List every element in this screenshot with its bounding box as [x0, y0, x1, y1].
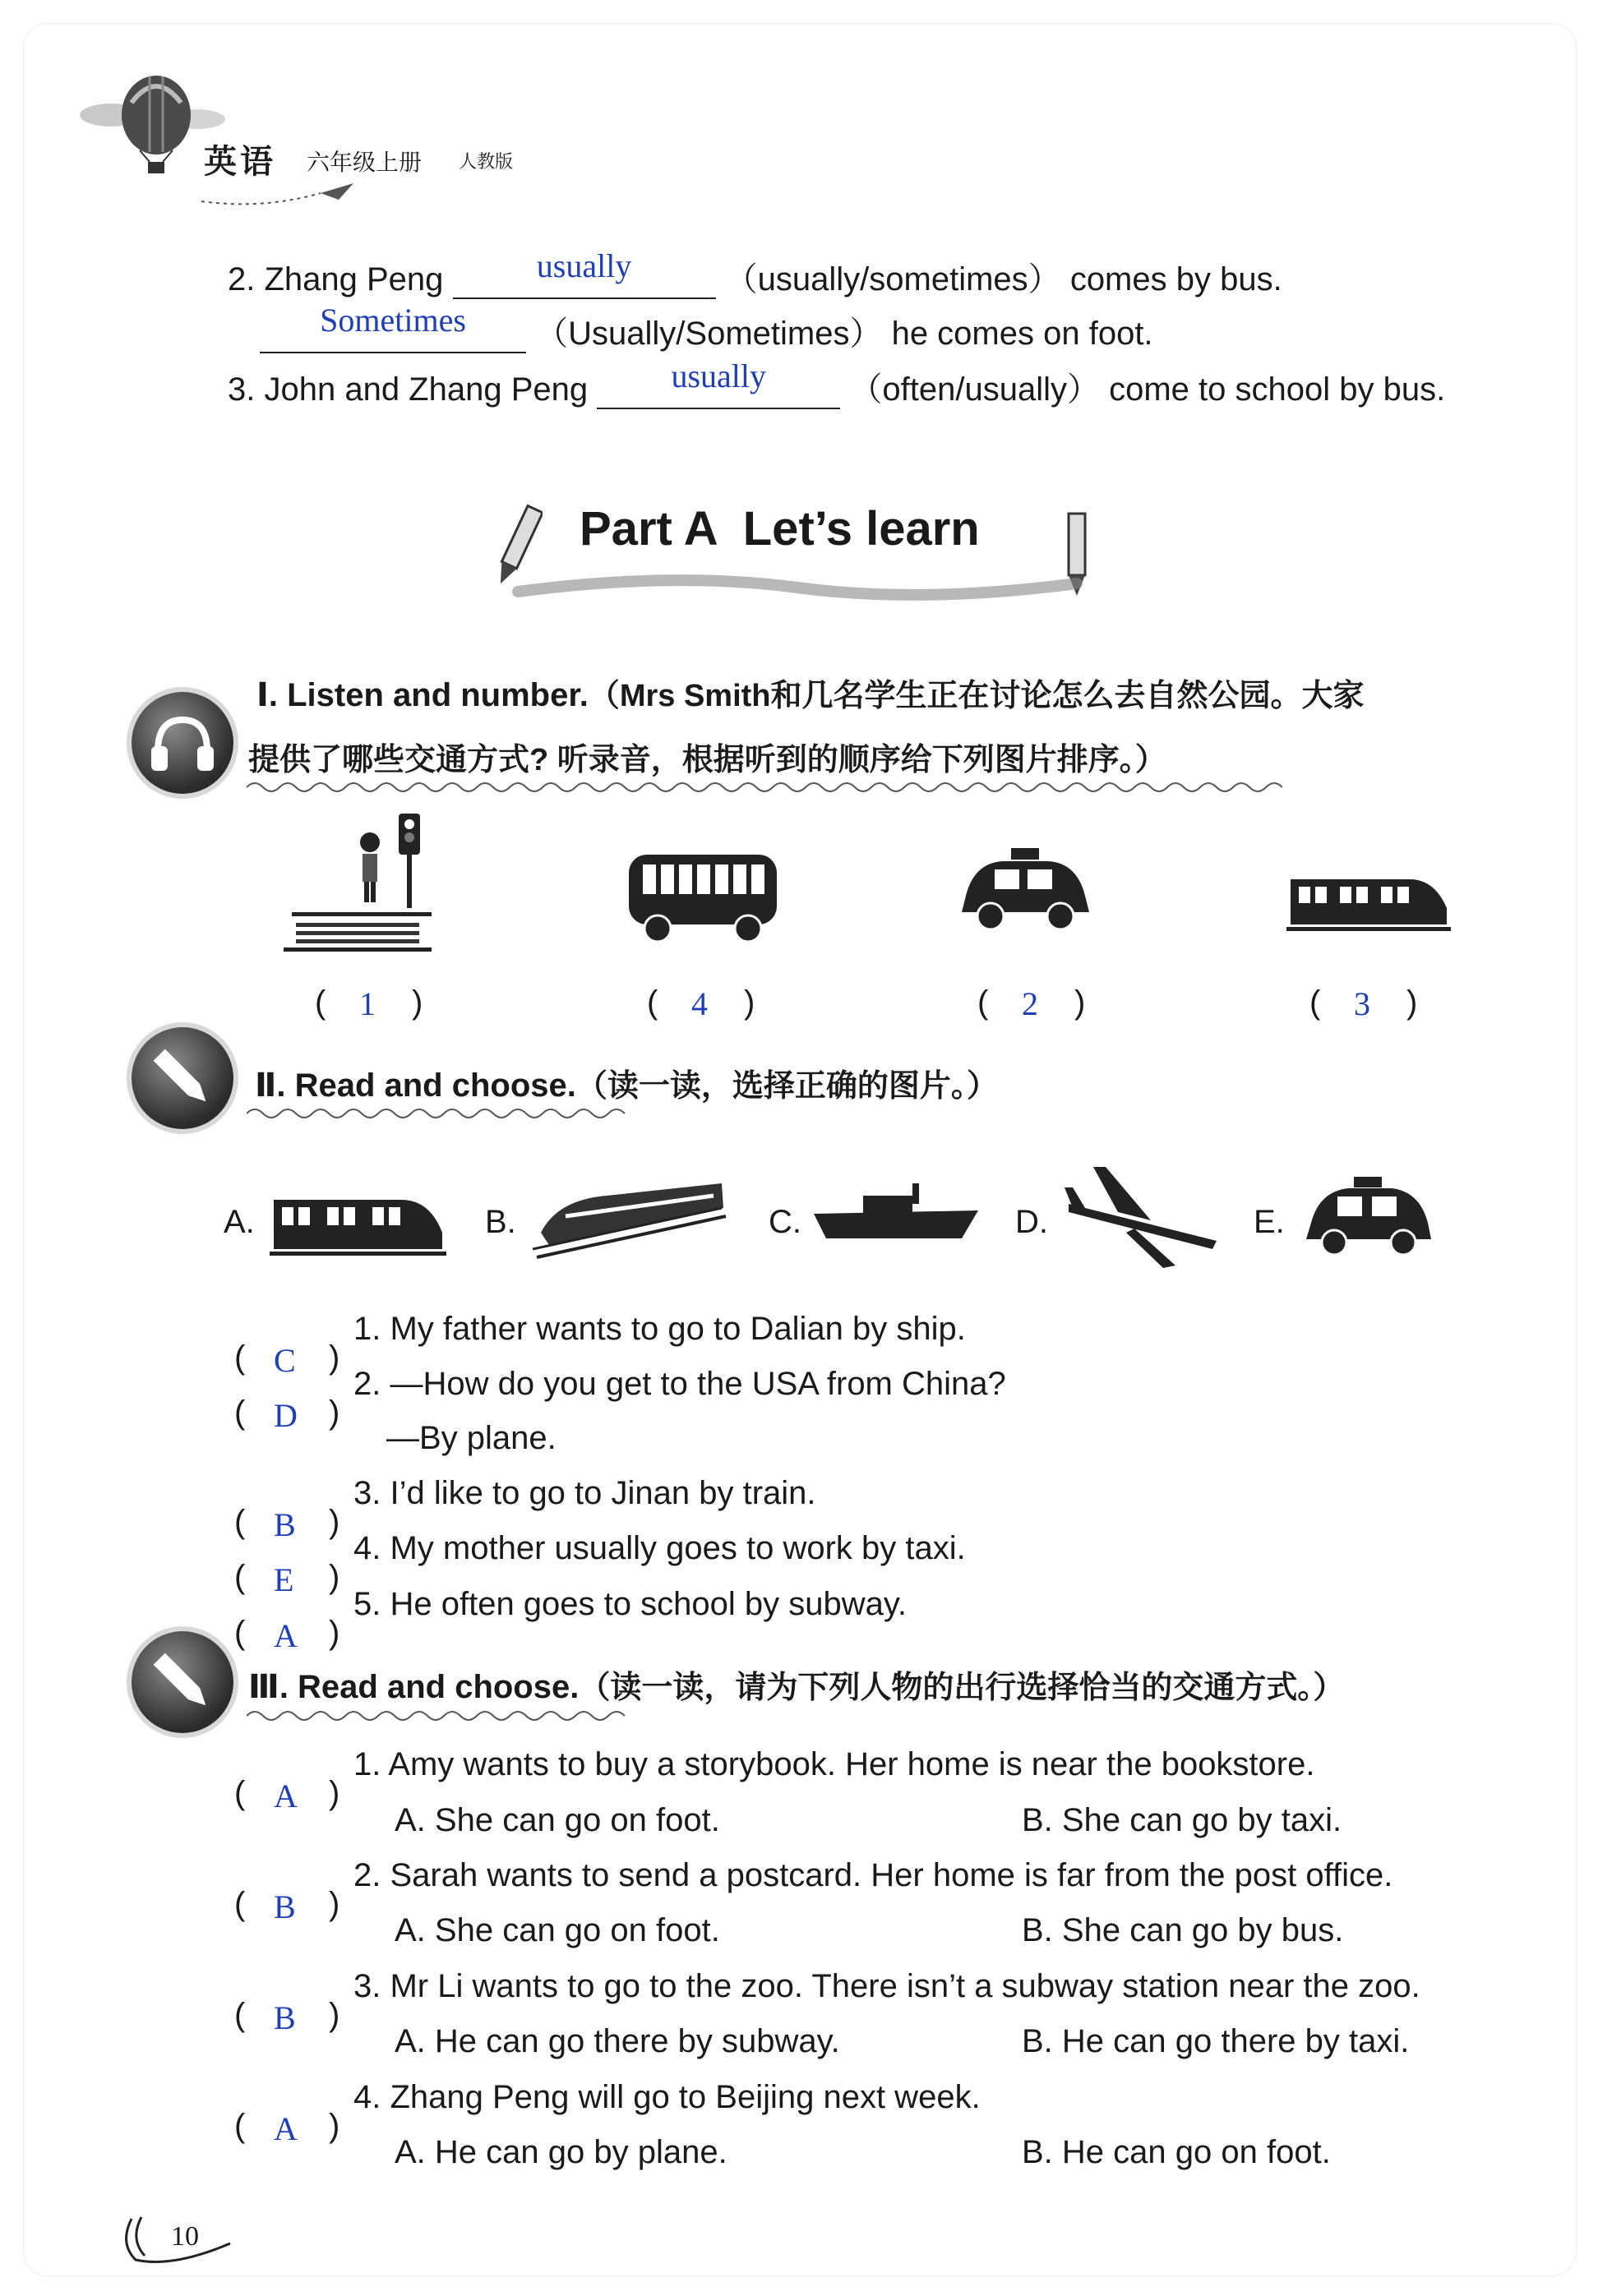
s3q1-option-b: B. She can go by taxi. [1022, 1802, 1342, 1838]
s3q2-answer: B [274, 1888, 296, 1925]
q2-answer-blank[interactable] [453, 247, 716, 299]
option-c-label: C. [769, 1204, 801, 1240]
section3-title-line [248, 1662, 1344, 1707]
s2q5-text: 5. He often goes to school by subway. [353, 1586, 907, 1622]
s2q4-answer: E [274, 1561, 294, 1598]
part-title: Part A Let’s learn [580, 502, 980, 556]
section2-question-2: ( D ) 2. —How do you get to the USA from China? [234, 1366, 1006, 1434]
section2-title: Ⅱ. Read and choose. [255, 1067, 576, 1104]
s2q4-text: 4. My mother usually goes to work by taxi. [353, 1530, 966, 1566]
q2-tail: comes by bus. [1069, 261, 1282, 297]
bus-icon [625, 846, 781, 949]
headphones-icon [132, 692, 233, 794]
section2-question-3: ( B ) 3. I’d like to go to Jinan by train. [234, 1475, 816, 1543]
q3-choice: （often/usually） [849, 371, 1100, 408]
q3-answer-blank[interactable] [597, 357, 840, 409]
q2b-tail: he comes on foot. [891, 316, 1153, 352]
option-b-train-icon [533, 1167, 730, 1266]
picture4-answer: 3 [1354, 985, 1370, 1022]
q2-prefix: 2. Zhang Peng [228, 261, 444, 297]
section1-title: Ⅰ. Listen and number. [256, 677, 589, 713]
header-subject: 英语 [204, 144, 276, 180]
s3q4-answer: A [274, 2110, 298, 2147]
s2q3-text: 3. I’d like to go to Jinan by train. [353, 1475, 816, 1511]
section3-question-1: ( A ) 1. Amy wants to buy a storybook. Her home is near the bookstore. [234, 1746, 1315, 1814]
s2q3-answer: B [274, 1506, 296, 1543]
q2-answer: usually [536, 247, 632, 284]
q2-line1 [228, 247, 1282, 300]
option-c-ship-icon [814, 1179, 978, 1245]
picture2-answer: 4 [691, 985, 708, 1022]
picture2-answer-paren[interactable]: ( 4 ) [647, 984, 755, 1022]
s3q4-option-a: A. He can go by plane. [395, 2134, 727, 2170]
s2q2-text: 2. —How do you get to the USA from China? [353, 1366, 1006, 1402]
s3q2-option-b: B. She can go by bus. [1022, 1912, 1344, 1948]
q3-prefix: 3. John and Zhang Peng [228, 371, 589, 408]
s3q1-text: 1. Amy wants to buy a storybook. Her home is near the bookstore. [353, 1746, 1315, 1782]
s3q2-option-a: A. She can go on foot. [395, 1912, 720, 1948]
section2-question-4: ( E ) 4. My mother usually goes to work by taxi. [234, 1530, 966, 1598]
q2-line2 [260, 302, 1153, 354]
section1-title-line1 [256, 670, 1365, 715]
s3q4-option-b: B. He can go on foot. [1022, 2134, 1331, 2170]
q3-line [228, 357, 1446, 410]
part-title-swoosh [510, 567, 1085, 608]
option-d-label: D. [1015, 1204, 1048, 1240]
section3-instruction: （读一读，请为下列人物的出行选择恰当的交通方式。） [579, 1671, 1345, 1705]
header-dotted-arrow-icon [197, 177, 370, 210]
section1-instruction-1: （Mrs Smith和几名学生正在讨论怎么去自然公园。大家 [588, 679, 1365, 713]
subway-icon [1286, 875, 1451, 933]
walking-pedestrian-icon [284, 809, 440, 957]
picture1-answer: 1 [359, 985, 376, 1022]
q3-answer: usually [671, 357, 767, 394]
q2-choice: （usually/sometimes） [724, 261, 1061, 297]
s3q2-text: 2. Sarah wants to send a postcard. Her home is far from the post office. [353, 1857, 1393, 1893]
s3q3-answer: B [274, 1999, 296, 2036]
section3-wave-divider [247, 1708, 633, 1724]
picture1-answer-paren[interactable]: ( 1 ) [315, 984, 423, 1022]
s3q1-option-a: A. She can go on foot. [395, 1802, 720, 1838]
page-number: 10 [171, 2221, 199, 2252]
section3-question-2: ( B ) 2. Sarah wants to send a postcard. Her home is far from the post office. [234, 1857, 1393, 1925]
section2-question-1: ( C ) 1. My father wants to go to Dalian by ship. [234, 1311, 966, 1379]
s3q1-answer: A [274, 1777, 298, 1814]
option-a-subway-icon [270, 1196, 446, 1257]
s3q4-text: 4. Zhang Peng will go to Beijing next week. [353, 2079, 981, 2115]
s2q1-answer: C [274, 1342, 296, 1379]
s3q3-option-a: A. He can go there by subway. [395, 2023, 840, 2059]
section2-title-line [255, 1060, 998, 1105]
header-grade: 六年级上册 [307, 150, 423, 175]
s3q3-text: 3. Mr Li wants to go to the zoo. There isn’t a subway station near the zoo. [353, 1968, 1420, 2004]
option-a-label: A. [224, 1204, 255, 1240]
s2q1-text: 1. My father wants to go to Dalian by ship. [353, 1311, 966, 1347]
section3-question-3: ( B ) 3. Mr Li wants to go to the zoo. There isn’t a subway station near the zoo. [234, 1968, 1420, 2036]
picture3-answer: 2 [1022, 985, 1038, 1022]
section2-wave-divider [247, 1105, 633, 1122]
s3q3-option-b: B. He can go there by taxi. [1022, 2023, 1410, 2059]
taxi-icon [958, 846, 1093, 937]
pencil-badge-icon [132, 1027, 233, 1129]
option-e-label: E. [1254, 1204, 1285, 1240]
q2b-answer-blank[interactable] [260, 302, 526, 353]
q2b-answer: Sometimes [320, 302, 466, 339]
section2-question-2-reply [386, 1420, 557, 1457]
section3-question-4: ( A ) 4. Zhang Peng will go to Beijing next week. [234, 2079, 981, 2147]
section1-title-line2 [248, 734, 1166, 779]
q2b-choice: （Usually/Sometimes） [535, 316, 883, 352]
page-frame [23, 23, 1577, 2276]
option-d-plane-icon [1060, 1163, 1225, 1270]
header-edition: 人教版 [459, 151, 514, 172]
picture3-answer-paren[interactable]: ( 2 ) [977, 984, 1086, 1022]
s2q2-reply-text: —By plane. [386, 1420, 557, 1456]
pencil-badge-icon-2 [132, 1631, 233, 1733]
s2q5-answer: A [274, 1617, 298, 1654]
s2q2-answer: D [274, 1397, 298, 1434]
section2-instruction: （读一读，选择正确的图片。） [575, 1069, 998, 1104]
section2-question-5: ( A ) 5. He often goes to school by subway. [234, 1586, 907, 1654]
picture4-answer-paren[interactable]: ( 3 ) [1309, 984, 1418, 1022]
option-e-taxi-icon [1303, 1175, 1434, 1261]
option-b-label: B. [485, 1204, 516, 1240]
section1-wave-divider [247, 779, 1282, 795]
section3-title: Ⅲ. Read and choose. [248, 1669, 580, 1705]
section1-instruction-2: 提供了哪些交通方式? 听录音，根据听到的顺序给下列图片排序。） [248, 743, 1166, 777]
q3-tail: come to school by bus. [1109, 371, 1446, 408]
